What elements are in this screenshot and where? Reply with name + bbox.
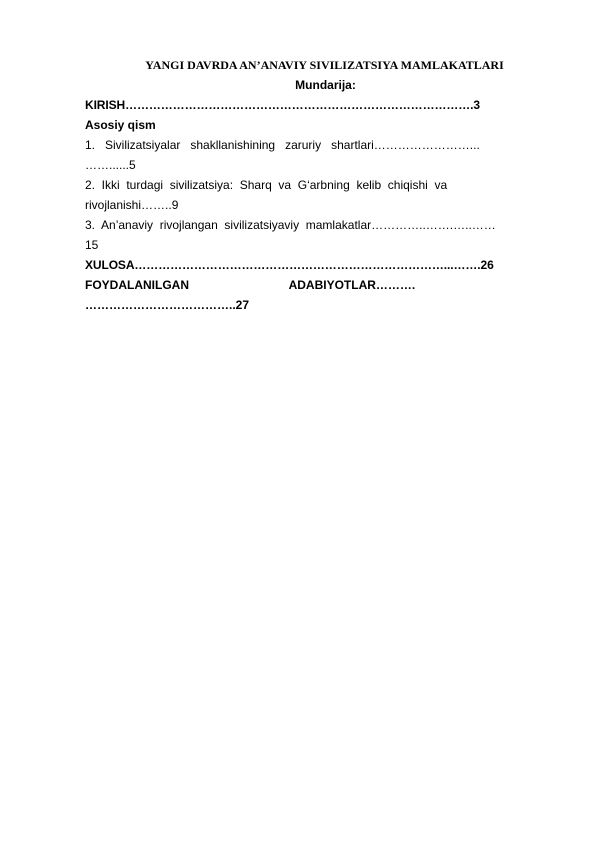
document-page xyxy=(85,55,552,315)
toc-heading: Mundarija: xyxy=(295,78,356,92)
toc-entry-kirish: KIRISH…………………………………………………………………………….3 xyxy=(85,98,480,112)
toc-entry-foydalanilgan-page: ………………………………..27 xyxy=(85,298,250,312)
document-title: YANGI DAVRDA AN’ANAVIY SIVILIZATSIYA MAMLAKATLARI xyxy=(145,58,504,72)
toc-entry-1: 1. Sivilizatsiyalar shakllanishining zaruriy shartlari……………………... xyxy=(85,138,480,152)
toc-entry-2-page: rivojlanishi……..9 xyxy=(85,198,179,212)
toc-entry-xulosa: XULOSA……………………………………………………………………...…….26 xyxy=(85,258,494,272)
toc-entry-1-page: ……......5 xyxy=(85,158,136,172)
toc-entry-3: 3. An’anaviy rivojlangan sivilizatsiyaviy mamlakatlar…………..…….…..…… xyxy=(85,218,496,232)
toc-entry-2: 2. Ikki turdagi sivilizatsiya: Sharq va G‘arbning kelib chiqishi va xyxy=(85,178,448,192)
toc-entry-asosiy-qism: Asosiy qism xyxy=(85,118,156,132)
toc-entry-3-page: 15 xyxy=(85,238,99,252)
toc-entry-foydalanilgan: FOYDALANILGAN ADABIYOTLAR………. xyxy=(85,278,416,292)
